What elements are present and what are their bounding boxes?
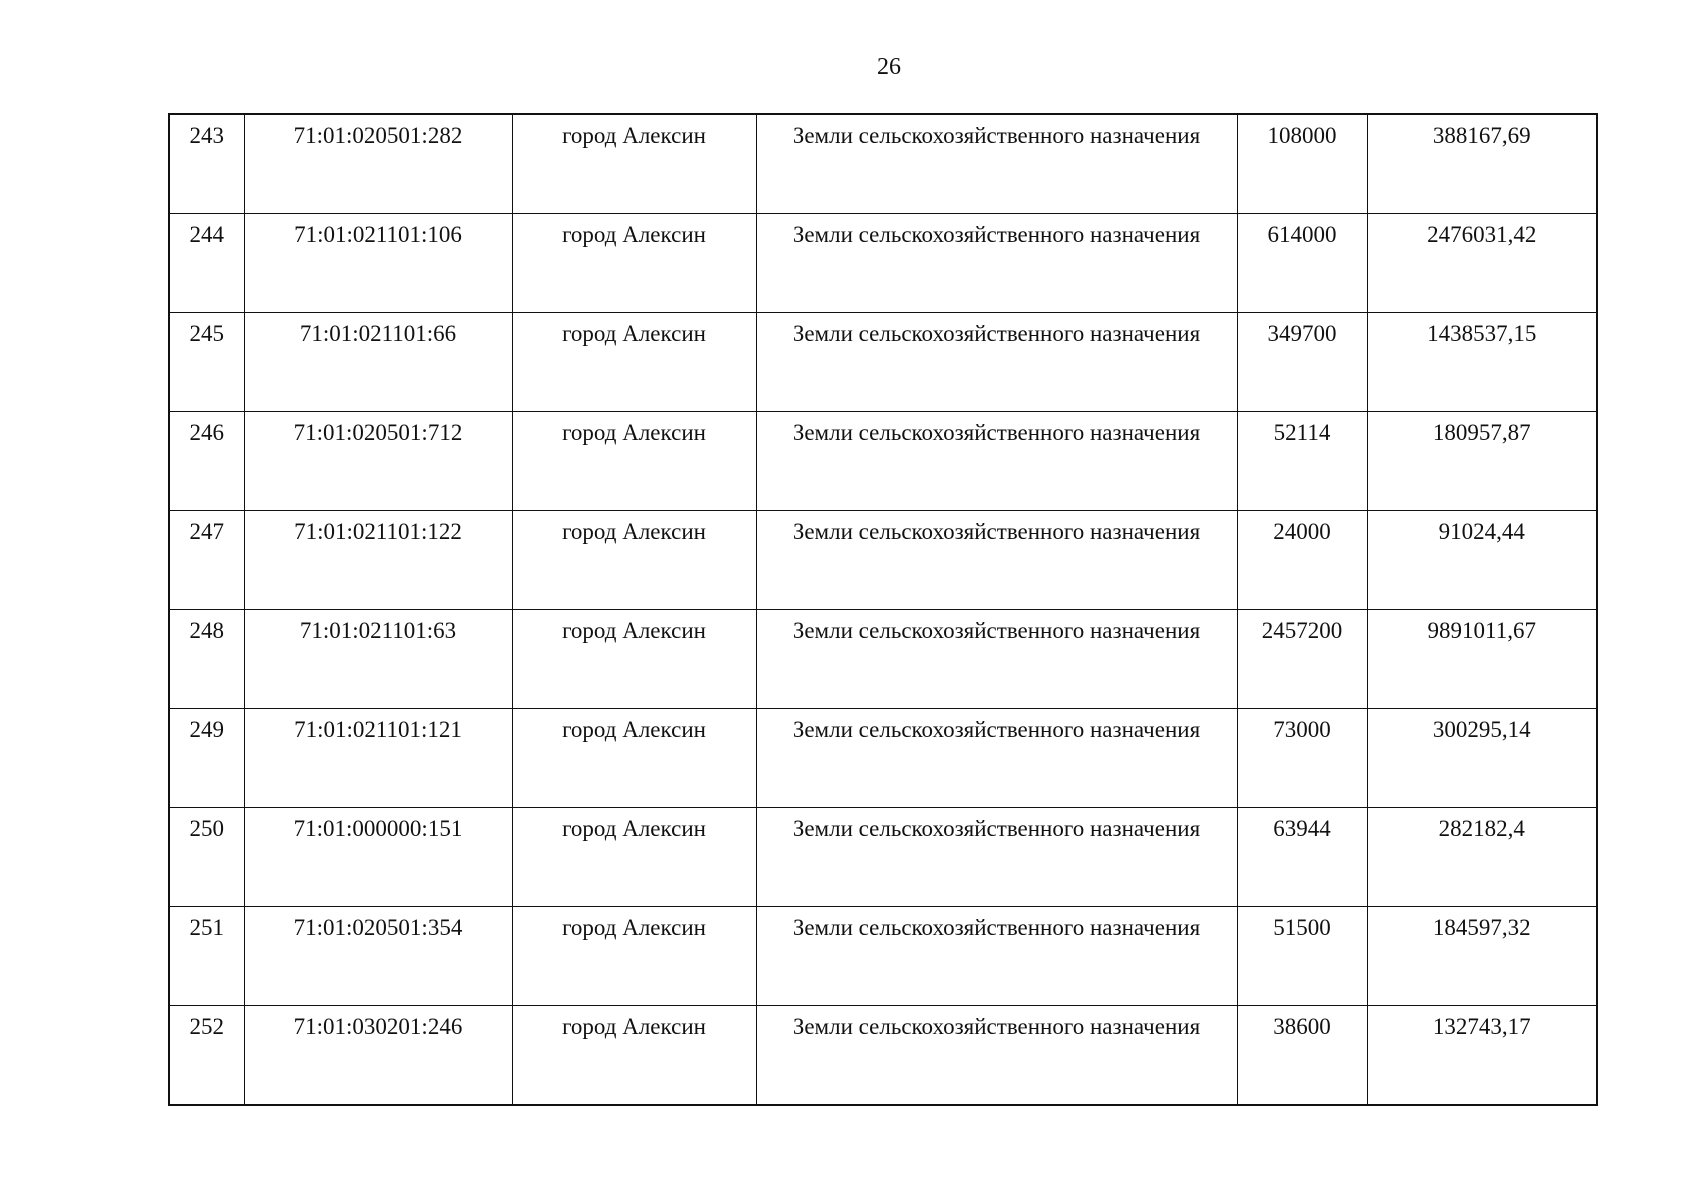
row-number: 245 [169, 313, 244, 412]
land-category: Земли сельскохозяйственного назначения [756, 907, 1237, 1006]
table-row [169, 511, 1597, 610]
land-category: Земли сельскохозяйственного назначения [756, 808, 1237, 907]
land-category: Земли сельскохозяйственного назначения [756, 709, 1237, 808]
location: город Алексин [512, 511, 756, 610]
land-category: Земли сельскохозяйственного назначения [756, 313, 1237, 412]
cadastral-value: 300295,14 [1367, 709, 1597, 808]
row-number: 250 [169, 808, 244, 907]
location: город Алексин [512, 214, 756, 313]
location: город Алексин [512, 313, 756, 412]
land-register-table [168, 113, 1598, 1106]
location: город Алексин [512, 808, 756, 907]
table-row [169, 313, 1597, 412]
row-number: 249 [169, 709, 244, 808]
area: 2457200 [1237, 610, 1367, 709]
location: город Алексин [512, 709, 756, 808]
area: 51500 [1237, 907, 1367, 1006]
row-number: 248 [169, 610, 244, 709]
cadastral-number: 71:01:020501:282 [244, 114, 512, 214]
location: город Алексин [512, 114, 756, 214]
row-number: 247 [169, 511, 244, 610]
row-number: 252 [169, 1006, 244, 1106]
cadastral-value: 91024,44 [1367, 511, 1597, 610]
cadastral-value: 184597,32 [1367, 907, 1597, 1006]
cadastral-number: 71:01:021101:66 [244, 313, 512, 412]
land-category: Земли сельскохозяйственного назначения [756, 114, 1237, 214]
land-category: Земли сельскохозяйственного назначения [756, 610, 1237, 709]
cadastral-value: 282182,4 [1367, 808, 1597, 907]
table-row [169, 709, 1597, 808]
area: 63944 [1237, 808, 1367, 907]
cadastral-value: 132743,17 [1367, 1006, 1597, 1106]
area: 52114 [1237, 412, 1367, 511]
page-number: 26 [877, 54, 901, 80]
area: 73000 [1237, 709, 1367, 808]
row-number: 251 [169, 907, 244, 1006]
cadastral-number: 71:01:021101:121 [244, 709, 512, 808]
land-category: Земли сельскохозяйственного назначения [756, 214, 1237, 313]
area: 24000 [1237, 511, 1367, 610]
table-row [169, 907, 1597, 1006]
cadastral-number: 71:01:021101:106 [244, 214, 512, 313]
table-row [169, 214, 1597, 313]
table-row [169, 808, 1597, 907]
cadastral-value: 9891011,67 [1367, 610, 1597, 709]
cadastral-number: 71:01:020501:354 [244, 907, 512, 1006]
cadastral-value: 388167,69 [1367, 114, 1597, 214]
cadastral-value: 1438537,15 [1367, 313, 1597, 412]
table-row [169, 1006, 1597, 1106]
location: город Алексин [512, 412, 756, 511]
cadastral-number: 71:01:021101:122 [244, 511, 512, 610]
table-row [169, 412, 1597, 511]
area: 349700 [1237, 313, 1367, 412]
location: город Алексин [512, 610, 756, 709]
location: город Алексин [512, 907, 756, 1006]
row-number: 243 [169, 114, 244, 214]
table-row [169, 114, 1597, 214]
cadastral-number: 71:01:021101:63 [244, 610, 512, 709]
table-row [169, 610, 1597, 709]
cadastral-number: 71:01:020501:712 [244, 412, 512, 511]
cadastral-value: 180957,87 [1367, 412, 1597, 511]
land-category: Земли сельскохозяйственного назначения [756, 412, 1237, 511]
area: 38600 [1237, 1006, 1367, 1106]
area: 108000 [1237, 114, 1367, 214]
land-category: Земли сельскохозяйственного назначения [756, 1006, 1237, 1106]
cadastral-number: 71:01:030201:246 [244, 1006, 512, 1106]
land-category: Земли сельскохозяйственного назначения [756, 511, 1237, 610]
row-number: 246 [169, 412, 244, 511]
cadastral-value: 2476031,42 [1367, 214, 1597, 313]
cadastral-number: 71:01:000000:151 [244, 808, 512, 907]
location: город Алексин [512, 1006, 756, 1106]
row-number: 244 [169, 214, 244, 313]
area: 614000 [1237, 214, 1367, 313]
